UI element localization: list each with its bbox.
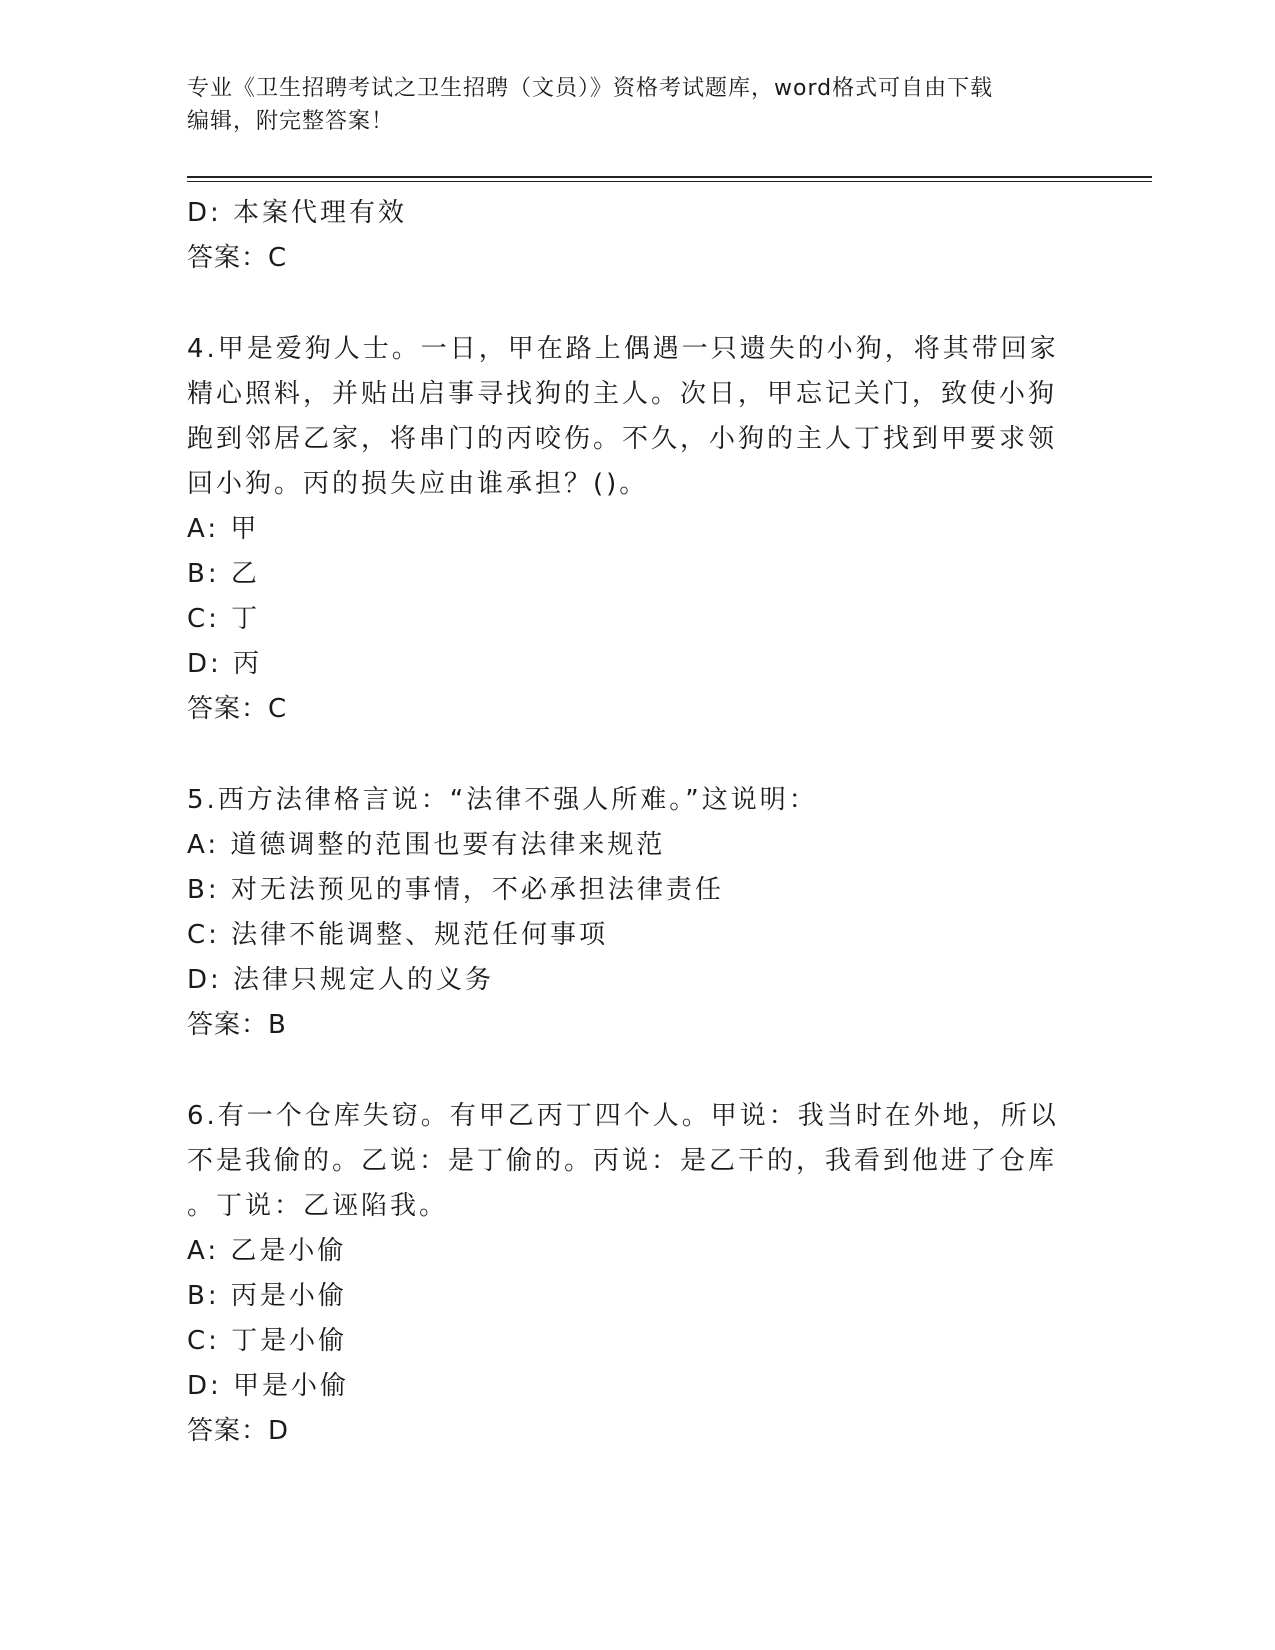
answer: 答案：D [187,1416,290,1446]
header-line-2: 编辑，附完整答案！ [187,109,395,134]
answer: 答案：B [187,1010,287,1040]
answer: 答案：C [187,694,288,724]
document-body [187,191,1087,1454]
question-text-line: 5.西方法律格言说：“法律不强人所难。”这说明： [187,785,818,815]
question-5 [187,778,1087,1048]
option-c: C: 法律不能调整、规范任何事项 [187,920,609,950]
spacer [187,732,1087,778]
option-a: A: 道德调整的范围也要有法律来规范 [187,830,666,860]
option-b: B: 乙 [187,559,260,589]
header-line-1: 专业《卫生招聘考试之卫生招聘（文员）》资格考试题库，word格式可自由下载 [187,76,994,101]
option-d: D: 丙 [187,649,263,679]
question-3-tail [187,191,1087,281]
option-a: A: 甲 [187,514,260,544]
option-d: D: 法律只规定人的义务 [187,965,495,995]
question-text-line: 4.甲是爱狗人士。一日，甲在路上偶遇一只遗失的小狗，将其带回家 [187,334,1059,364]
answer: 答案：C [187,243,288,273]
option-c: C: 丁 [187,604,261,634]
header-rule-thin [187,181,1152,182]
question-text-line: 跑到邻居乙家，将串门的丙咬伤。不久，小狗的主人丁找到甲要求领 [187,424,1058,454]
option-a: A: 乙是小偷 [187,1236,347,1266]
document-header [187,72,1087,138]
question-text-line: 回小狗。丙的损失应由谁承担？()。 [187,469,649,499]
option-c: C: 丁是小偷 [187,1326,348,1356]
option-d: D: 本案代理有效 [187,198,408,228]
question-text-line: 不是我偷的。乙说：是丁偷的。丙说：是乙干的，我看到他进了仓库 [187,1146,1058,1176]
question-text-line: 6.有一个仓库失窃。有甲乙丙丁四个人。甲说：我当时在外地，所以 [187,1101,1059,1131]
option-d: D: 甲是小偷 [187,1371,350,1401]
question-text-line: 。丁说：乙诬陷我。 [187,1191,449,1221]
question-text-line: 精心照料，并贴出启事寻找狗的主人。次日，甲忘记关门，致使小狗 [187,379,1058,409]
question-6 [187,1094,1087,1454]
option-b: B: 丙是小偷 [187,1281,347,1311]
header-rule-thick [187,176,1152,178]
question-4 [187,327,1087,732]
option-b: B: 对无法预见的事情，不必承担法律责任 [187,875,724,905]
spacer [187,281,1087,327]
spacer [187,1048,1087,1094]
